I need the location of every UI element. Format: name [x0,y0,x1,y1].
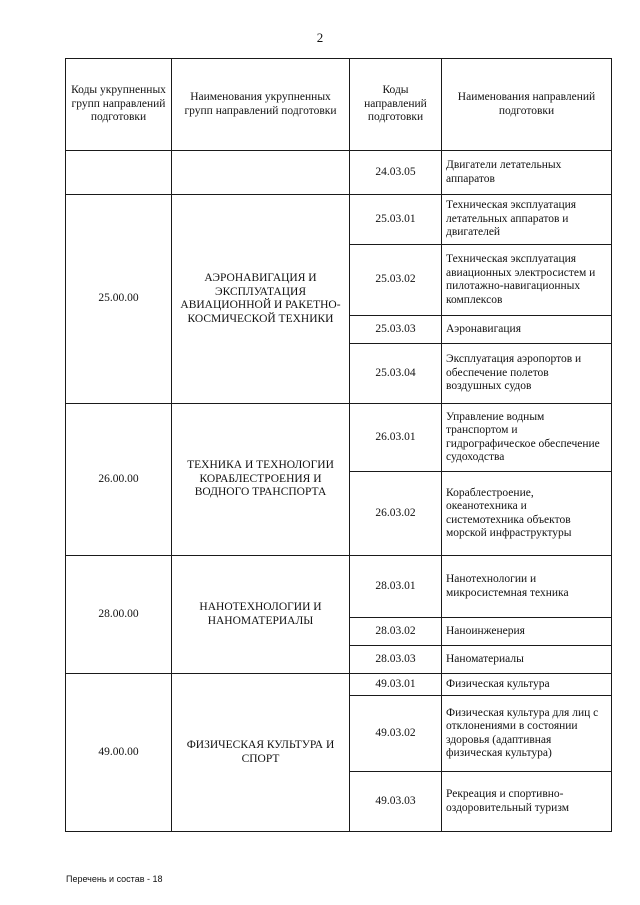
table-row [66,674,612,696]
direction-code: 25.03.04 [350,344,442,404]
table-row [66,556,612,618]
header-direction-name: Наименования направлений подготовки [442,59,612,151]
group-name: ТЕХНИКА И ТЕХНОЛОГИИ КОРАБЛЕСТРОЕНИЯ И ВОДНОГО ТРАНСПОРТА [172,404,350,556]
header-direction-code: Коды направлений подготовки [350,59,442,151]
direction-name: Аэронавигация [442,316,612,344]
direction-name: Техническая эксплуатация летательных аппаратов и двигателей [442,195,612,245]
header-group-code: Коды укрупненных групп направлений подготовки [66,59,172,151]
group-code: 26.00.00 [66,404,172,556]
direction-code: 28.03.02 [350,618,442,646]
direction-code: 28.03.03 [350,646,442,674]
direction-name: Наноинженерия [442,618,612,646]
direction-name: Наноматериалы [442,646,612,674]
header-group-name: Наименования укрупненных групп направлений подготовки [172,59,350,151]
table-header-row [66,59,612,151]
direction-name: Физическая культура для лиц с отклонениями в состоянии здоровья (адаптивная физическая культура) [442,696,612,772]
direction-code: 28.03.01 [350,556,442,618]
table-row [66,195,612,245]
direction-code: 49.03.02 [350,696,442,772]
group-code: 28.00.00 [66,556,172,674]
direction-code: 25.03.01 [350,195,442,245]
direction-name: Управление водным транспортом и гидрографическое обеспечение судоходства [442,404,612,472]
group-code: 25.00.00 [66,195,172,404]
direction-code: 25.03.03 [350,316,442,344]
direction-code: 24.03.05 [350,151,442,195]
direction-name: Физическая культура [442,674,612,696]
footer-note: Перечень и состав - 18 [66,874,163,884]
table-row [66,151,612,195]
group-code: 49.00.00 [66,674,172,832]
direction-name: Нанотехнологии и микросистемная техника [442,556,612,618]
direction-code: 25.03.02 [350,245,442,316]
direction-code: 26.03.02 [350,472,442,556]
direction-code: 49.03.01 [350,674,442,696]
direction-code: 26.03.01 [350,404,442,472]
direction-name: Эксплуатация аэропортов и обеспечение полетов воздушных судов [442,344,612,404]
page-number: 2 [316,30,324,45]
group-name: ФИЗИЧЕСКАЯ КУЛЬТУРА И СПОРТ [172,674,350,832]
direction-name: Техническая эксплуатация авиационных электросистем и пилотажно-навигационных комплексов [442,245,612,316]
direction-name: Двигатели летательных аппаратов [442,151,612,195]
group-name: АЭРОНАВИГАЦИЯ И ЭКСПЛУАТАЦИЯ АВИАЦИОННОЙ И РАКЕТНО-КОСМИЧЕСКОЙ ТЕХНИКИ [172,195,350,404]
empty-cell [66,151,172,195]
direction-code: 49.03.03 [350,772,442,832]
direction-name: Рекреация и спортивно-оздоровительный туризм [442,772,612,832]
table-row [66,404,612,472]
group-name: НАНОТЕХНОЛОГИИ И НАНОМАТЕРИАЛЫ [172,556,350,674]
empty-cell [172,151,350,195]
directions-table [65,58,612,832]
direction-name: Кораблестроение, океанотехника и системотехника объектов морской инфраструктуры [442,472,612,556]
